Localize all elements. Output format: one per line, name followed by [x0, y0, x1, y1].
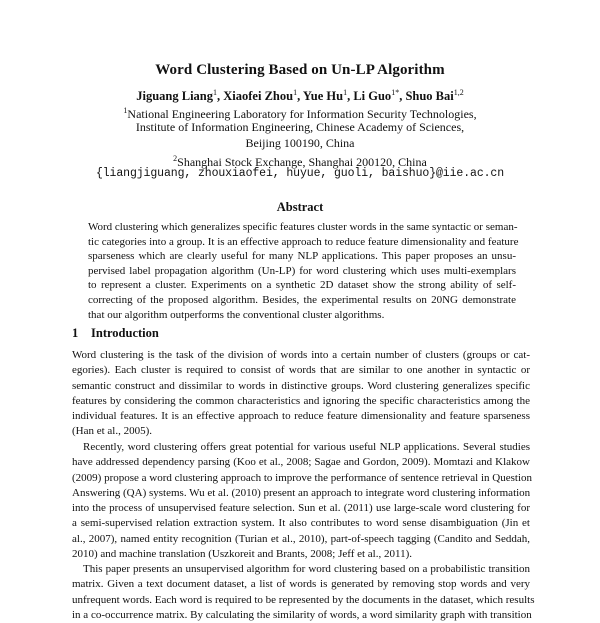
body-line: This paper presents an unsupervised algorithm for word clustering based on a probabilistic transition — [83, 563, 530, 575]
author: Shuo Bai$^{1,2}$ — [405, 88, 464, 104]
body-line: semantic construct and dissimilar to words in distinctive groups. Word clustering generalizes specific — [72, 379, 530, 392]
body-line: Word clustering is the task of the division of words into a certain number of clusters (groups or cat- — [72, 349, 530, 361]
abstract-line: tic categories into a group. It is an effective approach to reduce feature dimensionality and feature — [88, 235, 519, 248]
affiliation-1-line-2: Institute of Information Engineering, Chinese Academy of Sciences, — [135, 120, 465, 134]
body-line: into the process of unsupervised feature selection. Sun et al. (2011) use large-scale word clustering for — [72, 502, 530, 515]
author: Li Guo$^{1*}$, — [353, 88, 406, 104]
paper-title: Word Clustering Based on Un-LP Algorithm — [155, 62, 445, 78]
abstract-line: sparseness which are clearly useful for many NLP applications. This paper proposes an unsu- — [88, 250, 516, 263]
body-line: egories). Each cluster is required to consist of words that are similar to one another in syntactic or — [72, 364, 530, 377]
affiliation-2: $^2$Shanghai Stock Exchange, Shanghai 200120, China — [173, 154, 427, 169]
author-list — [0, 88, 600, 104]
body-line: matrix. Given a text document dataset, a list of words is generated by removing stop words and very — [72, 578, 530, 591]
body-line: unfrequent words. Each word is required to be represented by the documents in the dataset, which results — [72, 593, 535, 606]
body-line: al., 2007), named entity recognition (Turian et al., 2010), part-of-speech tagging (Candito and Seddah, — [72, 532, 530, 545]
author: Jiguang Liang$^1$, — [136, 88, 224, 104]
body-line: in a co-occurrence matrix. By calculating the similarity of words, a word similarity graph with transition — [72, 608, 532, 621]
abstract-line: Word clustering which generalizes specific features cluster words in the same syntactic or seman- — [88, 221, 518, 233]
intro-paragraph-3 — [72, 562, 535, 623]
abstract-heading: Abstract — [276, 200, 324, 214]
body-line: features by considering the common characteristics and ignoring the specific characteristics among the — [72, 394, 530, 407]
author: Yue Hu$^1$, — [302, 88, 354, 104]
body-line: Recently, word clustering offers great potential for various useful NLP applications. Several studies — [83, 441, 530, 453]
body-line: individual features. It is an effective approach to reduce feature dimensionality and feature sparseness — [72, 410, 530, 423]
body-line: (Han et al., 2005). — [72, 425, 153, 438]
body-line: have addressed dependency parsing (Koo et al., 2008; Sagae and Gordon, 2009). Momtazi and Klakow — [72, 456, 530, 469]
body-line: a semi-supervised relation extraction system. It also contributes to word sense disambiguation (Jin et — [72, 517, 530, 530]
body-line: 2010) and machine translation (Uszkoreit and Brants, 2008; Jeff et al., 2011). — [72, 548, 412, 561]
affiliation-1-line-3: Beijing 100190, China — [245, 136, 355, 150]
abstract-line: pervised label propagation algorithm (Un-LP) for word clustering which uses multi-exemplars — [88, 264, 516, 277]
abstract-line: correcting of the proposed algorithm. Besides, the experimental results on 20NG demonstrate — [88, 293, 516, 306]
section-heading-introduction: 1 Introduction — [72, 326, 159, 340]
intro-paragraph-2 — [72, 440, 533, 562]
abstract-line: to represent a cluster. Experiments on a synthetic 2D dataset show the strong ability of self- — [88, 279, 516, 292]
body-line: Answering (QA) systems. Wu et al. (2010) present an approach to integrate word clustering information — [72, 486, 531, 499]
abstract-body — [88, 220, 519, 322]
abstract-line: that our algorithm outperforms the conventional cluster algorithms. — [88, 308, 385, 321]
affiliation-1-line-1: $^1$National Engineering Laboratory for Information Security Technologies, — [123, 106, 477, 121]
author-emails: {liangjiguang, zhouxiaofei, huyue, guoli, baishuo}@iie.ac.cn — [95, 167, 505, 180]
intro-paragraph-1 — [72, 348, 530, 440]
author: Xiaofei Zhou$^1$, — [223, 88, 303, 104]
body-line: (2009) propose a word clustering approach to improve the performance of sentence retrieval in Question — [72, 471, 533, 484]
